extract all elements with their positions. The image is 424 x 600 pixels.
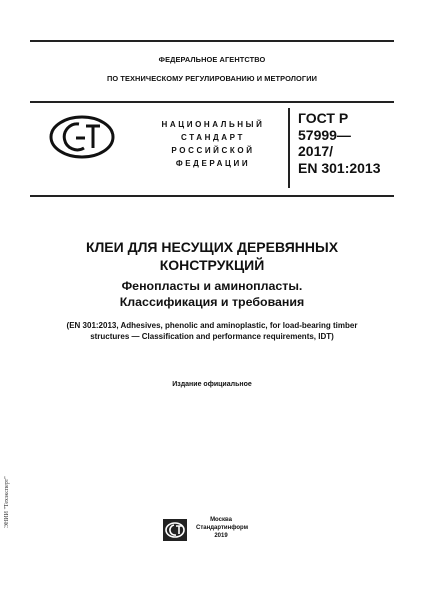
publisher-info <box>196 516 249 540</box>
publisher-city: Москва <box>210 517 232 523</box>
document-subtitle: Фенопласты и аминопласты. Классификация и требования <box>119 279 305 309</box>
national-standard-label: НАЦИОНАЛЬНЫЙ СТАНДАРТ РОССИЙСКОЙ ФЕДЕРАЦИИ <box>161 120 265 168</box>
header-top-rule <box>30 101 394 103</box>
standartinform-logo-icon <box>162 518 188 542</box>
en-equivalent-title: (EN 301:2013, Adhesives, phenolic and aminoplastic, for load-bearing timber structures — Classification and performance requirements, IDT) <box>66 321 358 341</box>
publication-year: 2019 <box>214 533 228 539</box>
header-bottom-rule <box>30 195 394 197</box>
agency-name-line1: ФЕДЕРАЛЬНОЕ АГЕНТСТВО <box>158 55 266 64</box>
header-divider <box>288 108 290 188</box>
side-watermark-stamp: ЭНИИ "Техэксперт" <box>4 476 10 528</box>
top-rule <box>30 40 394 42</box>
document-title: КЛЕИ ДЛЯ НЕСУЩИХ ДЕРЕВЯННЫХ КОНСТРУКЦИЙ <box>85 239 339 273</box>
edition-label: Издание официальное <box>172 381 252 388</box>
standard-code: ГОСТ Р 57999— 2017/ EN 301:2013 <box>298 110 381 176</box>
publisher-name: Стандартинформ <box>196 525 249 531</box>
standard-header <box>30 104 394 192</box>
rst-certification-mark-icon <box>48 114 116 160</box>
agency-name-line2: ПО ТЕХНИЧЕСКОМУ РЕГУЛИРОВАНИЮ И МЕТРОЛОГИИ <box>106 74 318 83</box>
